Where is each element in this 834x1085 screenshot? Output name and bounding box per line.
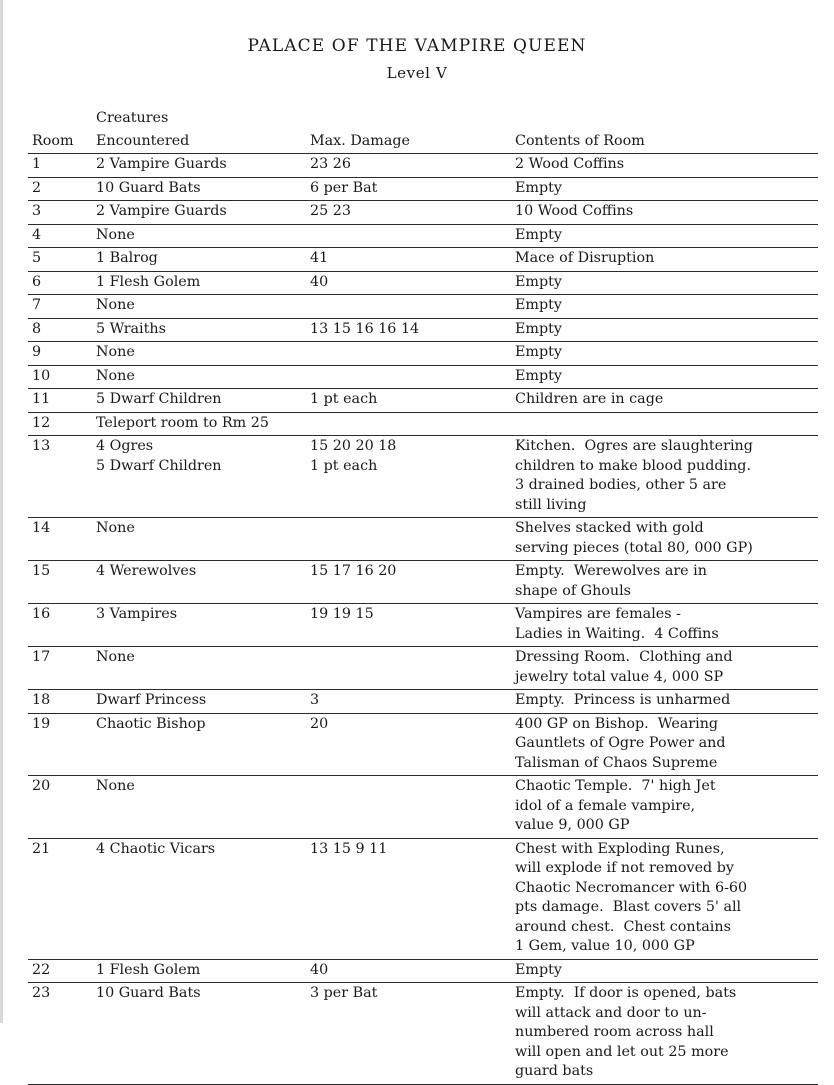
table-row [28, 154, 818, 178]
table-row [28, 224, 818, 248]
cell-room-number: 12 [28, 412, 92, 436]
cell-room-number: 6 [28, 271, 92, 295]
table-row [28, 690, 818, 714]
cell-contents-of-room: 400 GP on Bishop. Wearing Gauntlets of Ogre Power and Talisman of Chaos Supreme [511, 713, 818, 776]
title-block [0, 0, 834, 82]
cell-creatures-encountered: 4 Werewolves [92, 561, 306, 604]
cell-contents-of-room: Kitchen. Ogres are slaughtering children to make blood pudding. 3 drained bodies, other 5 are still living [511, 436, 818, 518]
cell-room-number: 3 [28, 201, 92, 225]
cell-contents-of-room: Empty [511, 224, 818, 248]
cell-creatures-encountered: 2 Vampire Guards [92, 154, 306, 178]
cell-room-number: 14 [28, 518, 92, 561]
cell-creatures-encountered: 5 Dwarf Children [92, 389, 306, 413]
page-edge-shadow [0, 0, 3, 1023]
cell-creatures-encountered: 4 Chaotic Vicars [92, 838, 306, 959]
cell-max-damage: 23 26 [306, 154, 511, 178]
cell-max-damage: 3 [306, 690, 511, 714]
cell-contents-of-room: Children are in cage [511, 389, 818, 413]
cell-creatures-encountered: None [92, 647, 306, 690]
cell-max-damage: 15 20 20 18 1 pt each [306, 436, 511, 518]
cell-creatures-encountered: 1 Flesh Golem [92, 959, 306, 983]
room-key-table [28, 108, 818, 1085]
cell-contents-of-room: 2 Wood Coffins [511, 154, 818, 178]
cell-contents-of-room: Vampires are females - Ladies in Waiting. 4 Coffins [511, 604, 818, 647]
table-row [28, 201, 818, 225]
cell-contents-of-room: Dressing Room. Clothing and jewelry total value 4, 000 SP [511, 647, 818, 690]
table-row [28, 561, 818, 604]
cell-max-damage: 40 [306, 959, 511, 983]
cell-creatures-encountered: None [92, 518, 306, 561]
cell-room-number: 15 [28, 561, 92, 604]
table-header [28, 108, 818, 154]
table-row [28, 271, 818, 295]
cell-creatures-encountered: 4 Ogres 5 Dwarf Children [92, 436, 306, 518]
cell-max-damage [306, 518, 511, 561]
cell-max-damage: 6 per Bat [306, 177, 511, 201]
cell-room-number: 9 [28, 342, 92, 366]
cell-creatures-encountered: Teleport room to Rm 25 [92, 412, 818, 436]
table-row [28, 365, 818, 389]
cell-creatures-encountered: 1 Balrog [92, 248, 306, 272]
cell-max-damage: 13 15 9 11 [306, 838, 511, 959]
cell-creatures-encountered: Chaotic Bishop [92, 713, 306, 776]
table-row [28, 342, 818, 366]
table-row [28, 412, 818, 436]
cell-creatures-encountered: None [92, 776, 306, 839]
table-row [28, 713, 818, 776]
cell-max-damage: 3 per Bat [306, 983, 511, 1085]
cell-creatures-encountered: 3 Vampires [92, 604, 306, 647]
cell-room-number: 20 [28, 776, 92, 839]
page-subtitle: Level V [386, 64, 448, 82]
table-header-row-top [28, 108, 818, 131]
cell-room-number: 10 [28, 365, 92, 389]
cell-room-number: 7 [28, 295, 92, 319]
cell-max-damage: 25 23 [306, 201, 511, 225]
table-row [28, 604, 818, 647]
cell-room-number: 1 [28, 154, 92, 178]
cell-creatures-encountered: 2 Vampire Guards [92, 201, 306, 225]
cell-room-number: 22 [28, 959, 92, 983]
cell-room-number: 19 [28, 713, 92, 776]
cell-creatures-encountered: None [92, 224, 306, 248]
cell-creatures-encountered: Dwarf Princess [92, 690, 306, 714]
cell-contents-of-room: 10 Wood Coffins [511, 201, 818, 225]
cell-max-damage [306, 647, 511, 690]
header-max-damage: Max. Damage [310, 132, 410, 149]
cell-max-damage [306, 295, 511, 319]
table-row [28, 776, 818, 839]
cell-creatures-encountered: 10 Guard Bats [92, 983, 306, 1085]
header-creatures-encountered: Encountered [96, 132, 190, 149]
header-blank-2 [306, 108, 511, 131]
header-blank-3 [511, 108, 818, 131]
table-row [28, 389, 818, 413]
table-row [28, 647, 818, 690]
cell-creatures-encountered: None [92, 295, 306, 319]
cell-contents-of-room: Empty [511, 271, 818, 295]
table-row [28, 318, 818, 342]
cell-room-number: 2 [28, 177, 92, 201]
cell-max-damage [306, 776, 511, 839]
cell-max-damage: 20 [306, 713, 511, 776]
cell-max-damage: 40 [306, 271, 511, 295]
cell-room-number: 18 [28, 690, 92, 714]
cell-contents-of-room: Empty [511, 318, 818, 342]
header-blank [28, 108, 92, 131]
cell-creatures-encountered: 10 Guard Bats [92, 177, 306, 201]
table-row [28, 518, 818, 561]
table-row [28, 436, 818, 518]
table-body [28, 154, 818, 1085]
table-row [28, 295, 818, 319]
table-row [28, 177, 818, 201]
cell-contents-of-room: Shelves stacked with gold serving pieces (total 80, 000 GP) [511, 518, 818, 561]
cell-creatures-encountered: None [92, 365, 306, 389]
cell-room-number: 5 [28, 248, 92, 272]
page-title: PALACE OF THE VAMPIRE QUEEN [247, 36, 587, 56]
cell-contents-of-room: Empty. If door is opened, bats will attack and door to un- numbered room across hall will open and let out 25 more guard bats [511, 983, 818, 1085]
cell-room-number: 23 [28, 983, 92, 1085]
cell-max-damage: 15 17 16 20 [306, 561, 511, 604]
cell-max-damage [306, 342, 511, 366]
header-room: Room [32, 132, 74, 149]
table-header-row [28, 131, 818, 154]
cell-room-number: 17 [28, 647, 92, 690]
cell-contents-of-room: Mace of Disruption [511, 248, 818, 272]
cell-creatures-encountered: None [92, 342, 306, 366]
cell-creatures-encountered: 5 Wraiths [92, 318, 306, 342]
cell-max-damage [306, 365, 511, 389]
table-row [28, 838, 818, 959]
cell-room-number: 16 [28, 604, 92, 647]
cell-max-damage [306, 224, 511, 248]
cell-room-number: 8 [28, 318, 92, 342]
header-creatures-top: Creatures [96, 110, 169, 126]
cell-room-number: 4 [28, 224, 92, 248]
table-row [28, 983, 818, 1085]
table-row [28, 248, 818, 272]
cell-contents-of-room: Empty [511, 959, 818, 983]
cell-contents-of-room: Empty. Princess is unharmed [511, 690, 818, 714]
cell-room-number: 11 [28, 389, 92, 413]
cell-max-damage: 19 19 15 [306, 604, 511, 647]
cell-contents-of-room: Empty [511, 295, 818, 319]
cell-max-damage: 41 [306, 248, 511, 272]
cell-contents-of-room: Chaotic Temple. 7' high Jet idol of a female vampire, value 9, 000 GP [511, 776, 818, 839]
cell-creatures-encountered: 1 Flesh Golem [92, 271, 306, 295]
cell-contents-of-room: Chest with Exploding Runes, will explode if not removed by Chaotic Necromancer with 6-60 pts damage. Blast covers 5' all around chest. Chest contains 1 Gem, value 10, 000 GP [511, 838, 818, 959]
table-row [28, 959, 818, 983]
cell-contents-of-room: Empty. Werewolves are in shape of Ghouls [511, 561, 818, 604]
cell-max-damage: 13 15 16 16 14 [306, 318, 511, 342]
cell-contents-of-room: Empty [511, 177, 818, 201]
header-contents-of-room: Contents of Room [515, 132, 645, 149]
cell-contents-of-room: Empty [511, 342, 818, 366]
cell-max-damage: 1 pt each [306, 389, 511, 413]
cell-room-number: 13 [28, 436, 92, 518]
cell-room-number: 21 [28, 838, 92, 959]
cell-contents-of-room: Empty [511, 365, 818, 389]
